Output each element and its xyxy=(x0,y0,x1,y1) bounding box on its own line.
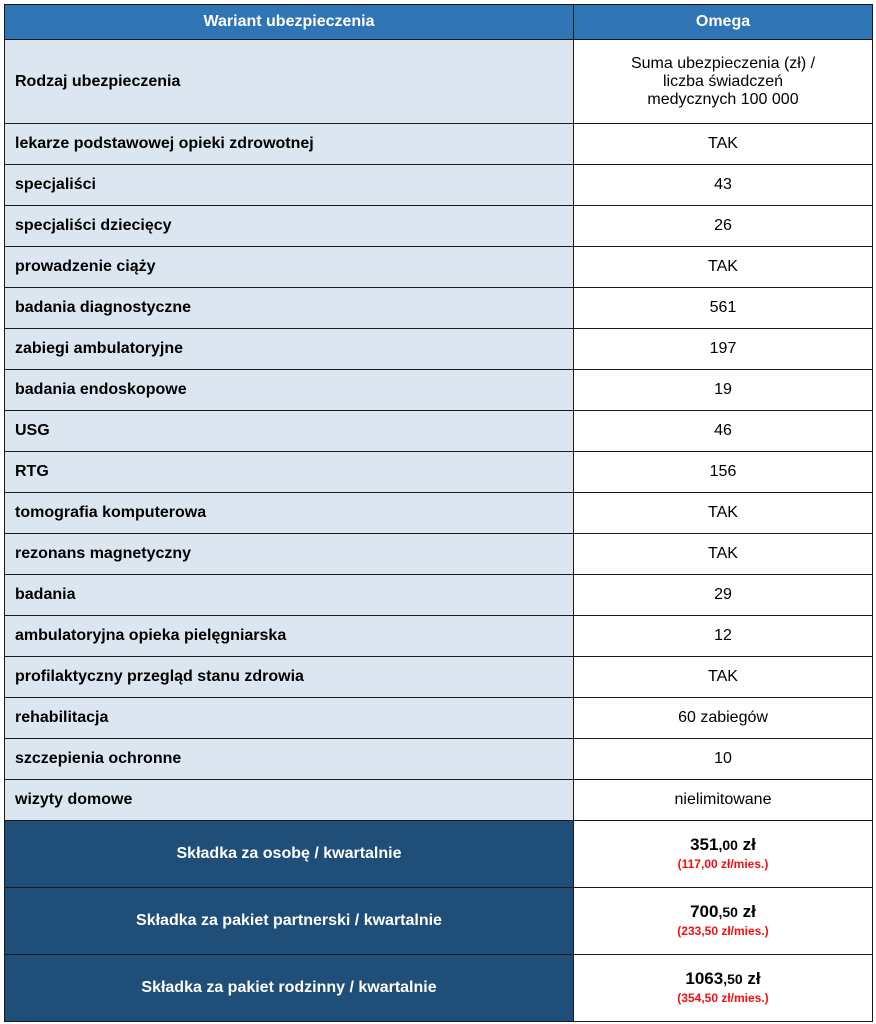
coverage-value: 43 xyxy=(574,165,873,206)
table-row xyxy=(5,124,873,165)
premium-monthly: (233,50 zł/mies.) xyxy=(677,924,769,938)
coverage-label: specjaliści dziecięcy xyxy=(5,206,574,247)
coverage-label: szczepienia ochronne xyxy=(5,739,574,780)
coverage-label: RTG xyxy=(5,452,574,493)
coverage-value: 561 xyxy=(574,288,873,329)
coverage-label: prowadzenie ciąży xyxy=(5,247,574,288)
table-row xyxy=(5,370,873,411)
premium-label: Składka za pakiet rodzinny / kwartalnie xyxy=(5,955,574,1022)
coverage-label: rezonans magnetyczny xyxy=(5,534,574,575)
insurance-type-row xyxy=(5,40,873,124)
premium-label: Składka za pakiet partnerski / kwartalnie xyxy=(5,888,574,955)
premium-amount-integer: 1063 xyxy=(685,969,724,988)
premium-value xyxy=(574,955,873,1022)
premium-amount-integer: 700 xyxy=(690,902,719,921)
premium-value xyxy=(574,888,873,955)
premium-currency: zł xyxy=(742,969,761,988)
table-row xyxy=(5,616,873,657)
table-row xyxy=(5,657,873,698)
table-row xyxy=(5,780,873,821)
coverage-value: 26 xyxy=(574,206,873,247)
table-row xyxy=(5,329,873,370)
coverage-value: TAK xyxy=(574,534,873,575)
coverage-value: 12 xyxy=(574,616,873,657)
coverage-label: profilaktyczny przegląd stanu zdrowia xyxy=(5,657,574,698)
premium-amount-decimal: ,50 xyxy=(723,971,743,987)
header-omega-label: Omega xyxy=(574,5,873,40)
coverage-value: nielimitowane xyxy=(574,780,873,821)
insurance-sum-line: medycznych 100 000 xyxy=(647,90,799,108)
table-row xyxy=(5,698,873,739)
premium-amount xyxy=(574,969,872,989)
insurance-type-label: Rodzaj ubezpieczenia xyxy=(5,40,574,124)
header-variant-label: Wariant ubezpieczenia xyxy=(5,5,574,40)
premium-value xyxy=(574,821,873,888)
premium-amount-decimal: ,00 xyxy=(718,837,738,853)
coverage-value: 29 xyxy=(574,575,873,616)
coverage-value: 10 xyxy=(574,739,873,780)
table-row xyxy=(5,411,873,452)
coverage-label: rehabilitacja xyxy=(5,698,574,739)
premium-amount xyxy=(574,835,872,855)
coverage-label: badania endoskopowe xyxy=(5,370,574,411)
insurance-sum-value xyxy=(574,40,873,124)
table-row xyxy=(5,206,873,247)
premium-amount xyxy=(574,902,872,922)
premium-label: Składka za osobę / kwartalnie xyxy=(5,821,574,888)
coverage-value: TAK xyxy=(574,493,873,534)
premium-currency: zł xyxy=(737,835,756,854)
premium-monthly: (117,00 zł/mies.) xyxy=(677,857,769,871)
coverage-value: 156 xyxy=(574,452,873,493)
coverage-label: ambulatoryjna opieka pielęgniarska xyxy=(5,616,574,657)
insurance-comparison-table xyxy=(4,4,873,1022)
table-row xyxy=(5,534,873,575)
coverage-label: badania xyxy=(5,575,574,616)
insurance-sum-line: liczba świadczeń xyxy=(662,72,784,90)
coverage-label: badania diagnostyczne xyxy=(5,288,574,329)
table-row xyxy=(5,452,873,493)
coverage-label: specjaliści xyxy=(5,165,574,206)
premium-row xyxy=(5,955,873,1022)
coverage-value: 19 xyxy=(574,370,873,411)
table-row xyxy=(5,288,873,329)
coverage-label: lekarze podstawowej opieki zdrowotnej xyxy=(5,124,574,165)
premium-amount-decimal: ,50 xyxy=(718,904,738,920)
coverage-value: 46 xyxy=(574,411,873,452)
coverage-label: zabiegi ambulatoryjne xyxy=(5,329,574,370)
table-row xyxy=(5,493,873,534)
coverage-value: 60 zabiegów xyxy=(574,698,873,739)
premium-monthly: (354,50 zł/mies.) xyxy=(677,991,769,1005)
coverage-label: tomografia komputerowa xyxy=(5,493,574,534)
table-row xyxy=(5,165,873,206)
coverage-value: TAK xyxy=(574,657,873,698)
table-header-row xyxy=(5,5,873,40)
insurance-sum-line: Suma ubezpieczenia (zł) / xyxy=(630,54,816,72)
table-row xyxy=(5,575,873,616)
premium-amount-integer: 351 xyxy=(690,835,719,854)
coverage-value: 197 xyxy=(574,329,873,370)
coverage-label: USG xyxy=(5,411,574,452)
table-row xyxy=(5,247,873,288)
premium-row xyxy=(5,821,873,888)
coverage-value: TAK xyxy=(574,124,873,165)
premium-currency: zł xyxy=(737,902,756,921)
coverage-label: wizyty domowe xyxy=(5,780,574,821)
premium-row xyxy=(5,888,873,955)
coverage-value: TAK xyxy=(574,247,873,288)
table-row xyxy=(5,739,873,780)
